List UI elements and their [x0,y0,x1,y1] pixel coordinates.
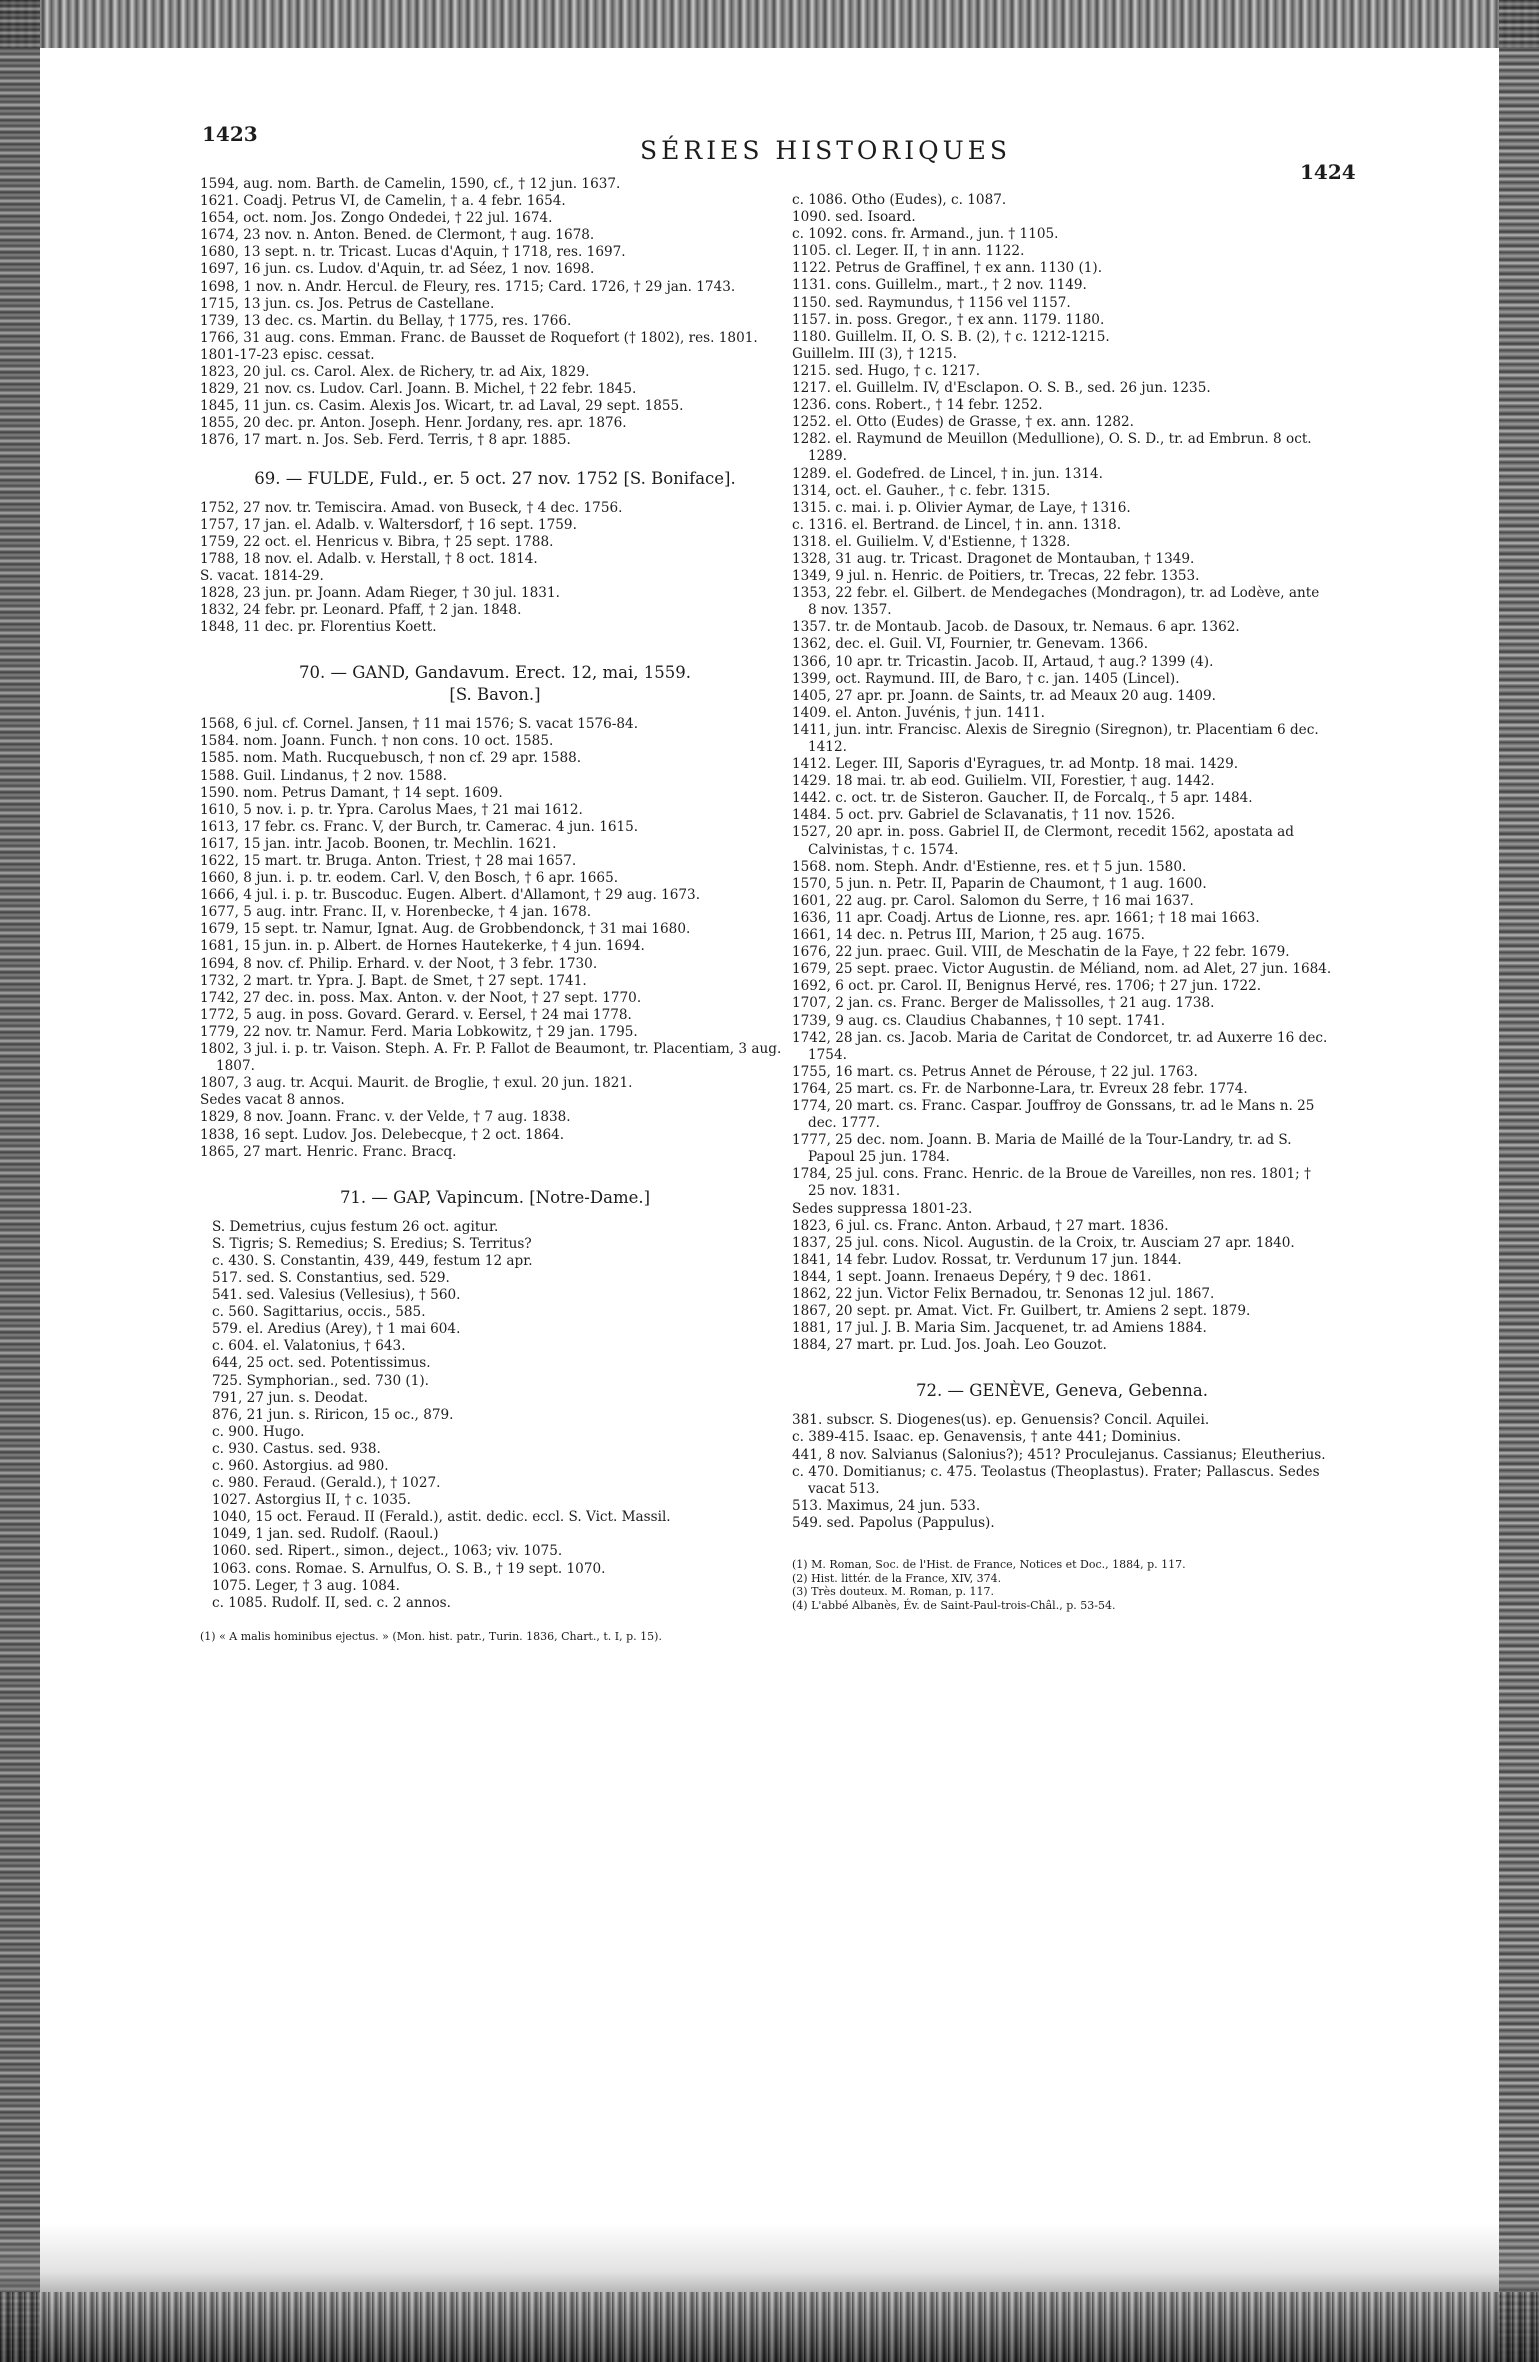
section-heading-gand [200,662,790,706]
list-entry: 1060. sed. Ripert., simon., deject., 1063; viv. 1075. [212,1543,563,1560]
list-entry: 1681, 15 jun. in. p. Albert. de Hornes Hautekerke, † 4 jun. 1694. [200,938,645,955]
list-entry: 1318. el. Guilielm. V, d'Estienne, † 1328. [792,533,1071,550]
list-entry: 1661, 14 dec. n. Petrus III, Marion, † 25 aug. 1675. [792,927,1145,944]
list-entry: 1621. Coadj. Petrus VI, de Camelin, † a. 4 febr. 1654. [200,193,566,210]
list-entry: 1884, 27 mart. pr. Lud. Jos. Joah. Leo Gouzot. [792,1337,1107,1354]
list-entry: 644, 25 oct. sed. Potentissimus. [212,1355,431,1372]
list-entry: 1289. el. Godefred. de Lincel, † in. jun. 1314. [792,465,1103,482]
running-head: SÉRIES HISTORIQUES [640,136,1012,165]
list-entry: 1680, 13 sept. n. tr. Tricast. Lucas d'Aquin, † 1718, res. 1697. [200,244,626,261]
list-entry: 1075. Leger, † 3 aug. 1084. [212,1577,400,1594]
left-column [200,176,790,1643]
list-entry: c. 430. S. Constantin, 439, 449, festum 12 apr. [212,1252,533,1269]
left-footnote: (1) « A malis hominibus ejectus. » (Mon. hist. patr., Turin. 1836, Chart., t. I, p. 15). [200,1629,662,1643]
list-entry: 1802, 3 jul. i. p. tr. Vaison. Steph. A. Fr. P. Fallot de Beaumont, tr. Placentiam, 3 aug. 1807. [200,1041,782,1075]
list-entry: 1788, 18 nov. el. Adalb. v. Herstall, † 8 oct. 1814. [200,550,538,567]
section-heading-fulde: 69. — FULDE, Fuld., er. 5 oct. 27 nov. 1752 [S. Boniface]. [254,468,736,488]
list-entry: 579. el. Aredius (Arey), † 1 mai 604. [212,1321,461,1338]
list-entry: S. Tigris; S. Remedius; S. Eredius; S. Territus? [212,1235,532,1252]
right-page-number: 1424 [1300,160,1356,184]
list-entry: 1409. el. Anton. Juvénis, † jun. 1411. [792,704,1045,721]
list-entry: 1180. Guillelm. II, O. S. B. (2), † c. 1212-1215. [792,328,1110,345]
footnote: (2) Hist. littér. de la France, XIV, 374. [792,1571,1002,1585]
list-entry: 1412. Leger. III, Saporis d'Eyragues, tr. ad Montp. 18 mai. 1429. [792,756,1239,773]
list-entry: Sedes vacat 8 annos. [200,1092,345,1109]
list-entry: Sedes suppressa 1801-23. [792,1200,973,1217]
list-entry: 381. subscr. S. Diogenes(us). ep. Genuensis? Concil. Aquilei. [792,1412,1210,1429]
list-entry: 1654, oct. nom. Jos. Zongo Ondedei, † 22 jul. 1674. [200,210,553,227]
list-entry: 1353, 22 febr. el. Gilbert. de Mendegaches (Mondragon), tr. ad Lodève, ante 8 nov. 1357. [792,585,1320,619]
list-entry: 1784, 25 jul. cons. Franc. Henric. de la Broue de Vareilles, non res. 1801; † 25 nov. 1831. [792,1166,1311,1200]
list-entry: 1742, 27 dec. in. poss. Max. Anton. v. der Noot, † 27 sept. 1770. [200,989,642,1006]
list-entry: 1757, 17 jan. el. Adalb. v. Waltersdorf, † 16 sept. 1759. [200,516,577,533]
list-entry: 1848, 11 dec. pr. Florentius Koett. [200,619,437,636]
list-entry: 1527, 20 apr. in. poss. Gabriel II, de Clermont, recedit 1562, apostata ad Calvinistas, † c. 1574. [792,824,1294,858]
list-entry: 725. Symphorian., sed. 730 (1). [212,1372,429,1389]
list-entry: S. Demetrius, cujus festum 26 oct. agitur. [212,1218,499,1235]
list-entry: 1679, 15 sept. tr. Namur, Ignat. Aug. de Grobbendonck, † 31 mai 1680. [200,921,691,938]
list-entry: 1698, 1 nov. n. Andr. Hercul. de Fleury, res. 1715; Card. 1726, † 29 jan. 1743. [200,278,736,295]
list-entry: 1315. c. mai. i. p. Olivier Aymar, de Laye, † 1316. [792,499,1131,516]
list-entry: 1366, 10 apr. tr. Tricastin. Jacob. II, Artaud, † aug.? 1399 (4). [792,653,1214,670]
list-entry: 1807, 3 aug. tr. Acqui. Maurit. de Broglie, † exul. 20 jun. 1821. [200,1075,633,1092]
list-entry: 1405, 27 apr. pr. Joann. de Saints, tr. ad Meaux 20 aug. 1409. [792,687,1216,704]
list-entry: 1150. sed. Raymundus, † 1156 vel 1157. [792,294,1071,311]
list-entry: 1742, 28 jan. cs. Jacob. Maria de Caritat de Condorcet, tr. ad Auxerre 16 dec. 1754. [792,1029,1328,1063]
list-entry: 1867, 20 sept. pr. Amat. Vict. Fr. Guilbert, tr. Amiens 2 sept. 1879. [792,1303,1251,1320]
list-entry: 1862, 22 jun. Victor Felix Bernadou, tr. Senonas 12 jul. 1867. [792,1286,1215,1302]
list-entry: 1040, 15 oct. Feraud. II (Ferald.), astit. dedic. eccl. S. Vict. Massil. [212,1509,671,1526]
list-entry: c. 980. Feraud. (Gerald.), † 1027. [212,1475,441,1492]
list-entry: 1568. nom. Steph. Andr. d'Estienne, res. et † 5 jun. 1580. [792,858,1187,875]
list-entry: 1063. cons. Romae. S. Arnulfus, O. S. B., † 19 sept. 1070. [212,1560,606,1577]
list-entry: 1772, 5 aug. in poss. Govard. Gerard. v. Eersel, † 24 mai 1778. [200,1006,632,1023]
list-entry: 513. Maximus, 24 jun. 533. [792,1497,981,1514]
list-entry: 1484. 5 oct. prv. Gabriel de Sclavanatis, † 11 nov. 1526. [792,807,1176,824]
list-entry: 1122. Petrus de Graffinel, † ex ann. 1130 (1). [792,260,1103,277]
list-entry: c. 900. Hugo. [212,1423,305,1440]
list-entry: 1601, 22 aug. pr. Carol. Salomon du Serre, † 16 mai 1637. [792,892,1194,909]
list-entry: 1865, 27 mart. Henric. Franc. Bracq. [200,1143,457,1160]
list-entry: 1105. cl. Leger. II, † in ann. 1122. [792,243,1025,260]
list-entry: 1585. nom. Math. Rucquebusch, † non cf. 29 apr. 1588. [200,750,582,767]
section-heading-gap: 71. — GAP, Vapincum. [Notre-Dame.] [339,1187,651,1207]
list-entry: 1328, 31 aug. tr. Tricast. Dragonet de Montauban, † 1349. [792,550,1195,567]
scan-edge-left [0,0,40,2362]
list-entry: 1588. Guil. Lindanus, † 2 nov. 1588. [200,767,447,784]
list-entry: 1855, 20 dec. pr. Anton. Joseph. Henr. Jordany, res. apr. 1876. [200,415,627,432]
footnote: (4) L'abbé Albanès, Év. de Saint-Paul-trois-Châl., p. 53-54. [792,1598,1116,1612]
list-entry: 1676, 22 jun. praec. Guil. VIII, de Meschatin de la Faye, † 22 febr. 1679. [792,944,1290,961]
list-entry: 1613, 17 febr. cs. Franc. V, der Burch, tr. Camerac. 4 jun. 1615. [200,818,639,835]
right-column [792,192,1332,1612]
list-entry: 1660, 8 jun. i. p. tr. eodem. Carl. V, den Bosch, † 6 apr. 1665. [200,870,619,887]
list-entry: 1876, 17 mart. n. Jos. Seb. Ferd. Terris, † 8 apr. 1885. [200,432,571,449]
list-entry: 549. sed. Papolus (Pappulus). [792,1514,995,1531]
list-entry: 1829, 21 nov. cs. Ludov. Carl. Joann. B. Michel, † 22 febr. 1845. [200,381,637,398]
list-entry: 1707, 2 jan. cs. Franc. Berger de Malissolles, † 21 aug. 1738. [792,995,1215,1012]
list-entry: Guillelm. III (3), † 1215. [792,345,957,362]
list-entry: 1594, aug. nom. Barth. de Camelin, 1590, cf., † 12 jun. 1637. [200,176,621,192]
section-heading-geneve: 72. — GENÈVE, Geneva, Gebenna. [916,1381,1208,1401]
list-entry: 1349, 9 jul. n. Henric. de Poitiers, tr. Trecas, 22 febr. 1353. [792,568,1200,585]
list-entry: 1679, 25 sept. praec. Victor Augustin. de Méliand, nom. ad Alet, 27 jun. 1684. [792,961,1332,978]
list-entry: 1766, 31 aug. cons. Emman. Franc. de Bausset de Roquefort († 1802), res. 1801. [200,329,758,346]
list-entry: 1694, 8 nov. cf. Philip. Erhard. v. der Noot, † 3 febr. 1730. [200,955,598,972]
scan-edge-bottom [0,2222,1539,2362]
list-entry: 517. sed. S. Constantius, sed. 529. [212,1269,450,1286]
list-entry: 1823, 6 jul. cs. Franc. Anton. Arbaud, † 27 mart. 1836. [792,1217,1169,1234]
list-entry: c. 930. Castus. sed. 938. [212,1440,381,1457]
list-entry: 1622, 15 mart. tr. Bruga. Anton. Triest, † 28 mai 1657. [200,853,577,869]
scan-edge-right [1499,0,1539,2362]
list-entry: 1677, 5 aug. intr. Franc. II, v. Horenbecke, † 4 jan. 1678. [200,904,592,921]
list-entry: 1844, 1 sept. Joann. Irenaeus Depéry, † 9 dec. 1861. [792,1268,1152,1285]
list-entry: 1131. cons. Guillelm., mart., † 2 nov. 1149. [792,277,1087,294]
list-entry: 1584. nom. Joann. Funch. † non cons. 10 oct. 1585. [200,733,554,750]
list-entry: 1838, 16 sept. Ludov. Jos. Delebecque, † 2 oct. 1864. [200,1126,565,1143]
fulde-entries [200,500,790,637]
list-entry: 1739, 13 dec. cs. Martin. du Bellay, † 1775, res. 1766. [200,312,572,329]
intro-entries [200,176,790,450]
right-footnotes [792,1558,1332,1612]
list-entry: 541. sed. Valesius (Vellesius), † 560. [212,1287,461,1304]
list-entry: 1697, 16 jun. cs. Ludov. d'Aquin, tr. ad Séez, 1 nov. 1698. [200,261,595,278]
list-entry: 1759, 22 oct. el. Henricus v. Bibra, † 25 sept. 1788. [200,533,554,550]
list-entry: 1829, 8 nov. Joann. Franc. v. der Velde, † 7 aug. 1838. [200,1109,571,1126]
list-entry: 1027. Astorgius II, † c. 1035. [212,1492,411,1509]
list-entry: 1674, 23 nov. n. Anton. Bened. de Clermont, † aug. 1678. [200,227,595,244]
list-entry: 1090. sed. Isoard. [792,209,916,226]
list-entry: 1590. nom. Petrus Damant, † 14 sept. 1609. [200,784,503,801]
gap-continued-entries [792,192,1332,1354]
list-entry: c. 1092. cons. fr. Armand., jun. † 1105. [792,226,1059,243]
list-entry: 1823, 20 jul. cs. Carol. Alex. de Richery, tr. ad Aix, 1829. [200,364,590,381]
list-entry: 1881, 17 jul. J. B. Maria Sim. Jacquenet, tr. ad Amiens 1884. [792,1320,1207,1337]
list-entry: 1666, 4 jul. i. p. tr. Buscoduc. Eugen. Albert. d'Allamont, † 29 aug. 1673. [200,887,701,904]
list-entry: 1845, 11 jun. cs. Casim. Alexis Jos. Wicart, tr. ad Laval, 29 sept. 1855. [200,398,684,415]
footnote: (3) Très douteux. M. Roman, p. 117. [792,1585,995,1599]
list-entry: 1217. el. Guillelm. IV, d'Esclapon. O. S. B., sed. 26 jun. 1235. [792,380,1211,397]
list-entry: 1828, 23 jun. pr. Joann. Adam Rieger, † 30 jul. 1831. [200,584,560,601]
footnote: (1) M. Roman, Soc. de l'Hist. de France, Notices et Doc., 1884, p. 117. [792,1558,1186,1572]
list-entry: 1636, 11 apr. Coadj. Artus de Lionne, res. apr. 1661; † 18 mai 1663. [792,909,1260,926]
list-entry: 1362, dec. el. Guil. VI, Fournier, tr. Genevam. 1366. [792,636,1149,653]
list-entry: 1732, 2 mart. tr. Ypra. J. Bapt. de Smet, † 27 sept. 1741. [200,972,587,989]
list-entry: 1610, 5 nov. i. p. tr. Ypra. Carolus Maes, † 21 mai 1612. [200,801,583,818]
list-entry: 1568, 6 jul. cf. Cornel. Jansen, † 11 mai 1576; S. vacat 1576-84. [200,716,639,733]
list-entry: 1049, 1 jan. sed. Rudolf. (Raoul.) [212,1526,439,1543]
list-entry: c. 560. Sagittarius, occis., 585. [212,1304,426,1321]
scan-edge-top [0,0,1539,48]
list-entry: S. vacat. 1814-29. [200,567,324,584]
list-entry: 1801-17-23 episc. cessat. [200,346,375,363]
list-entry: 1570, 5 jun. n. Petr. II, Paparin de Chaumont, † 1 aug. 1600. [792,875,1207,892]
list-entry: 1442. c. oct. tr. de Sisteron. Gaucher. II, de Forcalq., † 5 apr. 1484. [792,790,1253,807]
list-entry: c. 1316. el. Bertrand. de Lincel, † in. ann. 1318. [792,516,1122,533]
list-entry: c. 1085. Rudolf. II, sed. c. 2 annos. [212,1594,451,1611]
list-entry: c. 604. el. Valatonius, † 643. [212,1338,406,1355]
list-entry: 876, 21 jun. s. Riricon, 15 oc., 879. [212,1406,454,1423]
list-entry: 1282. el. Raymund de Meuillon (Medullione), O. S. D., tr. ad Embrun. 8 oct. 1289. [792,431,1312,465]
list-entry: 1692, 6 oct. pr. Carol. II, Benignus Hervé, res. 1706; † 27 jun. 1722. [792,978,1262,995]
list-entry: 1252. el. Otto (Eudes) de Grasse, † ex. ann. 1282. [792,414,1134,431]
list-entry: 1314, oct. el. Gauher., † c. febr. 1315. [792,482,1051,499]
gand-heading-sub: [S. Bavon.] [449,685,541,705]
list-entry: c. 960. Astorgius. ad 980. [212,1458,389,1474]
list-entry: 1755, 16 mart. cs. Petrus Annet de Pérouse, † 22 jul. 1763. [792,1063,1198,1080]
list-entry: 1779, 22 nov. tr. Namur. Ferd. Maria Lobkowitz, † 29 jan. 1795. [200,1023,638,1040]
gap-entries [200,1219,790,1612]
list-entry: 1832, 24 febr. pr. Leonard. Pfaff, † 2 jan. 1848. [200,602,522,619]
list-entry: c. 389-415. Isaac. ep. Genavensis, † ante 441; Dominius. [792,1429,1181,1446]
list-entry: c. 1086. Otho (Eudes), c. 1087. [792,192,1007,208]
list-entry: 1841, 14 febr. Ludov. Rossat, tr. Verdunum 17 jun. 1844. [792,1251,1182,1268]
list-entry: 1429. 18 mai. tr. ab eod. Guilielm. VII, Forestier, † aug. 1442. [792,773,1215,790]
list-entry: 1774, 20 mart. cs. Franc. Caspar. Jouffroy de Gonssans, tr. ad le Mans n. 25 dec. 1777. [792,1097,1315,1132]
list-entry: 1399, oct. Raymund. III, de Baro, † c. jan. 1405 (Lincel). [792,670,1180,687]
list-entry: 1236. cons. Robert., † 14 febr. 1252. [792,397,1043,414]
list-entry: 1752, 27 nov. tr. Temiscira. Amad. von Buseck, † 4 dec. 1756. [200,499,623,516]
list-entry: 791, 27 jun. s. Deodat. [212,1389,368,1406]
gand-heading-text: 70. — GAND, Gandavum. Erect. 12, mai, 1559. [298,663,692,683]
list-entry: 441, 8 nov. Salvianus (Salonius?); 451? Proculejanus. Cassianus; Eleutherius. [792,1446,1326,1463]
list-entry: 1215. sed. Hugo, † c. 1217. [792,362,981,379]
left-page-number: 1423 [202,122,258,146]
list-entry: 1617, 15 jan. intr. Jacob. Boonen, tr. Mechlin. 1621. [200,835,557,852]
list-entry: 1411, jun. intr. Francisc. Alexis de Siregnio (Siregnon), tr. Placentiam 6 dec. 1412. [792,721,1319,755]
gand-entries [200,716,790,1160]
list-entry: 1837, 25 jul. cons. Nicol. Augustin. de la Croix, tr. Ausciam 27 apr. 1840. [792,1234,1295,1251]
geneve-entries [792,1412,1332,1532]
list-entry: 1777, 25 dec. nom. Joann. B. Maria de Maillé de la Tour-Landry, tr. ad S. Papoul 25 jun. 1784. [792,1132,1292,1166]
list-entry: 1739, 9 aug. cs. Claudius Chabannes, † 10 sept. 1741. [792,1012,1166,1029]
list-entry: 1357. tr. de Montaub. Jacob. de Dasoux, tr. Nemaus. 6 apr. 1362. [792,619,1240,636]
list-entry: 1764, 25 mart. cs. Fr. de Narbonne-Lara, tr. Evreux 28 febr. 1774. [792,1080,1248,1097]
list-entry: c. 470. Domitianus; c. 475. Teolastus (Theoplastus). Frater; Pallascus. Sedes vacat 513. [792,1463,1320,1497]
list-entry: 1157. in. poss. Gregor., † ex ann. 1179. 1180. [792,311,1105,328]
list-entry: 1715, 13 jun. cs. Jos. Petrus de Castellane. [200,295,495,312]
